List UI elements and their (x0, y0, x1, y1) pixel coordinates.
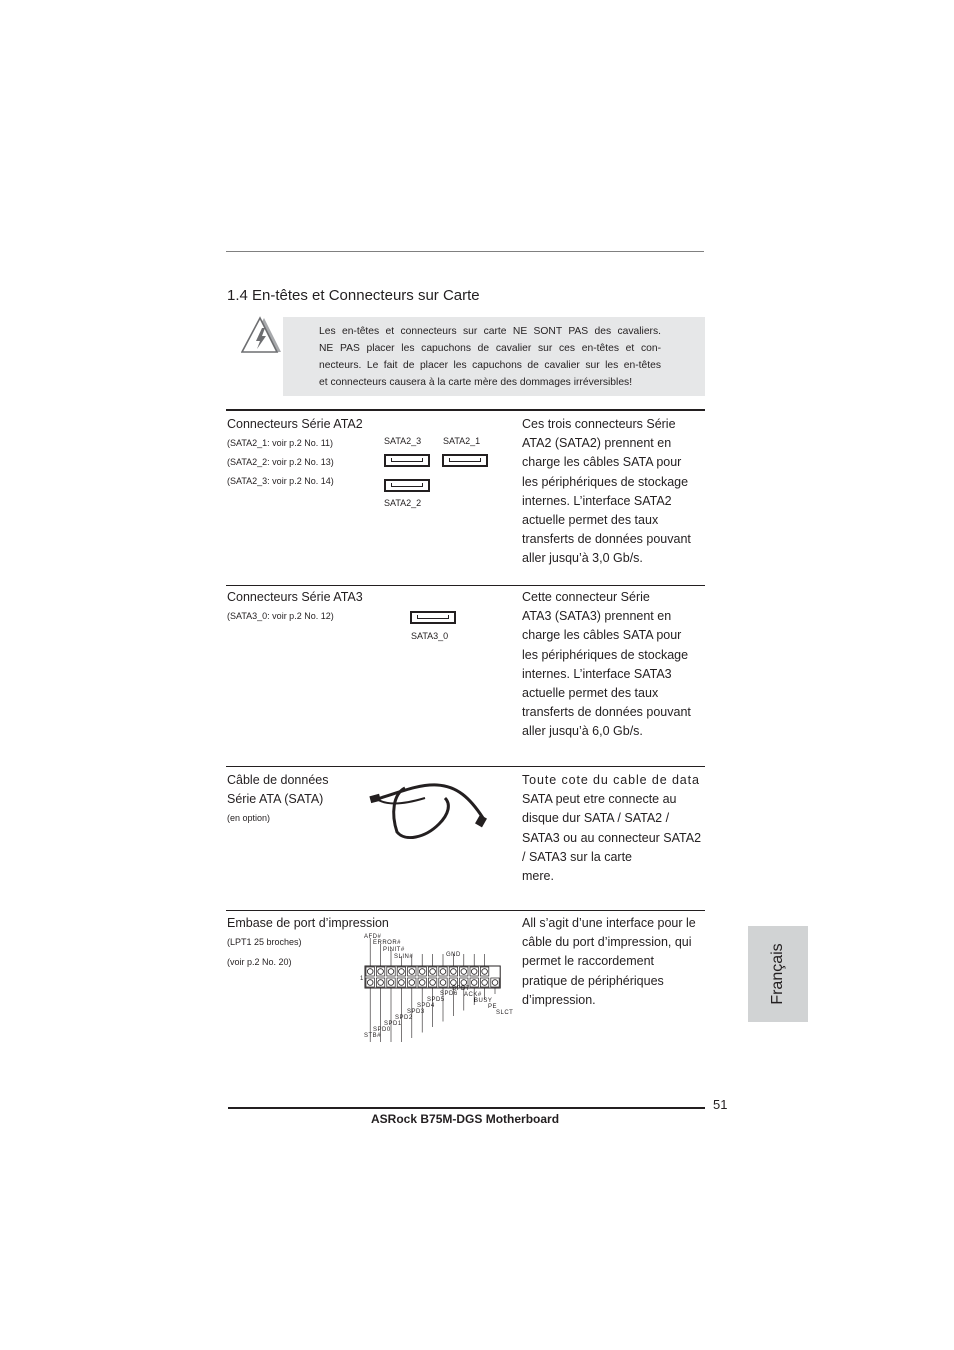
divider (226, 766, 705, 767)
pin-label: SLIN# (394, 954, 414, 960)
divider (226, 910, 705, 911)
footer-rule (228, 1107, 705, 1109)
sata3-0-connector (410, 611, 456, 624)
sata2-title: Connecteurs Série ATA2 (227, 417, 363, 431)
top-rule (226, 251, 704, 252)
pin-label: SPD1 (384, 1021, 402, 1027)
pin-label: SPD4 (417, 1003, 435, 1009)
sata2-ref: (SATA2_1: voir p.2 No. 11) (227, 438, 334, 448)
pin-label: PINIT# (383, 947, 405, 953)
sata3-ref: (SATA3_0: voir p.2 No. 12) (227, 611, 334, 621)
cable-title-2: Série ATA (SATA) (227, 792, 324, 806)
pin-label: ACK# (464, 992, 482, 998)
lpt-description: All s’agit d’une interface pour le câble du port d’impression, qui permet le raccordement pratique de périphériques d’impression. (522, 916, 696, 1007)
cable-title: Câble de données (227, 773, 329, 787)
lpt-header-frame (365, 966, 500, 988)
language-tab-label: Français (769, 943, 786, 1005)
pin-label: ERROR# (373, 940, 402, 946)
section-rule (226, 409, 705, 411)
sata2-1-label: SATA2_1 (443, 436, 481, 446)
lpt-ref: (LPT1 25 broches) (227, 937, 302, 947)
sata3-0-label: SATA3_0 (411, 631, 449, 641)
sata2-description: Ces trois connecteurs Série ATA2 (SATA2) prennent en charge les câbles SATA pour les périphériques de stockage internes. L’interface SATA2 actuelle permet des taux transferts de données pouvant aller jusqu’à 3,0 Gb/s. (522, 417, 691, 566)
cable-description: Toute cote du cable de data SATA peut etre connecte au disque dur SATA / SATA2 / SATA3 ou au connecteur SATA2 / SATA3 sur la carte mere. (522, 773, 702, 884)
warning-line: NE PAS placer les capuchons de cavalier sur ces en-têtes et con- (319, 343, 661, 354)
language-tab (748, 926, 808, 1022)
pin-label: SPD7 (452, 986, 470, 992)
pin-label: SPD2 (395, 1015, 413, 1021)
sata3-title: Connecteurs Série ATA3 (227, 590, 363, 604)
pin-one-label: 1 (360, 976, 364, 982)
warning-triangle-icon (241, 316, 283, 356)
cable-note: (en option) (227, 813, 271, 823)
lpt-header-diagram (360, 930, 520, 1042)
warning-line: et connecteurs causera à la carte mère des dommages irréversibles! (319, 377, 633, 388)
pin-label: AFD# (364, 934, 382, 940)
sata2-2-label: SATA2_2 (384, 498, 422, 508)
warning-line: necteurs. Le fait de placer les capuchons de cavalier sur les en-têtes (319, 360, 661, 371)
section-title: 1.4 En-têtes et Connecteurs sur Carte (227, 287, 480, 304)
sata2-ref: (SATA2_2: voir p.2 No. 13) (227, 457, 334, 467)
sata2-3-label: SATA2_3 (384, 436, 422, 446)
pin-label: SPD5 (427, 997, 445, 1003)
pin-label: GND (446, 952, 461, 958)
lpt-ref: (voir p.2 No. 20) (227, 957, 292, 967)
pin-label: SPD6 (440, 991, 458, 997)
sata2-3-connector (384, 454, 430, 467)
sata2-1-connector (442, 454, 488, 467)
divider (226, 585, 705, 586)
pin-label: STB# (364, 1033, 382, 1039)
warning-box (283, 317, 705, 396)
sata2-ref: (SATA2_3: voir p.2 No. 14) (227, 476, 334, 486)
lpt-title: Embase de port d’impression (227, 916, 389, 930)
pin-label: SLCT (496, 1010, 514, 1016)
pin-label: PE (488, 1004, 498, 1010)
warning-line: Les en-têtes et connecteurs sur carte NE SONT PAS des cavaliers. (319, 326, 661, 337)
sata2-2-connector (384, 479, 430, 492)
pin-label: SPD0 (373, 1027, 391, 1033)
pin-label: SPD3 (407, 1009, 425, 1015)
footer-text: ASRock B75M-DGS Motherboard (371, 1112, 560, 1126)
sata3-description: Cette connecteur Série ATA3 (SATA3) prennent en charge les câbles SATA pour les périphériques de stockage internes. L’interface SATA3 actuelle permet des taux transferts de données pouvant aller jusqu’à 6,0 Gb/s. (522, 590, 691, 739)
page-number: 51 (713, 1097, 728, 1112)
pin-label: BUSY (474, 998, 493, 1004)
sata-cable-image (365, 780, 495, 842)
